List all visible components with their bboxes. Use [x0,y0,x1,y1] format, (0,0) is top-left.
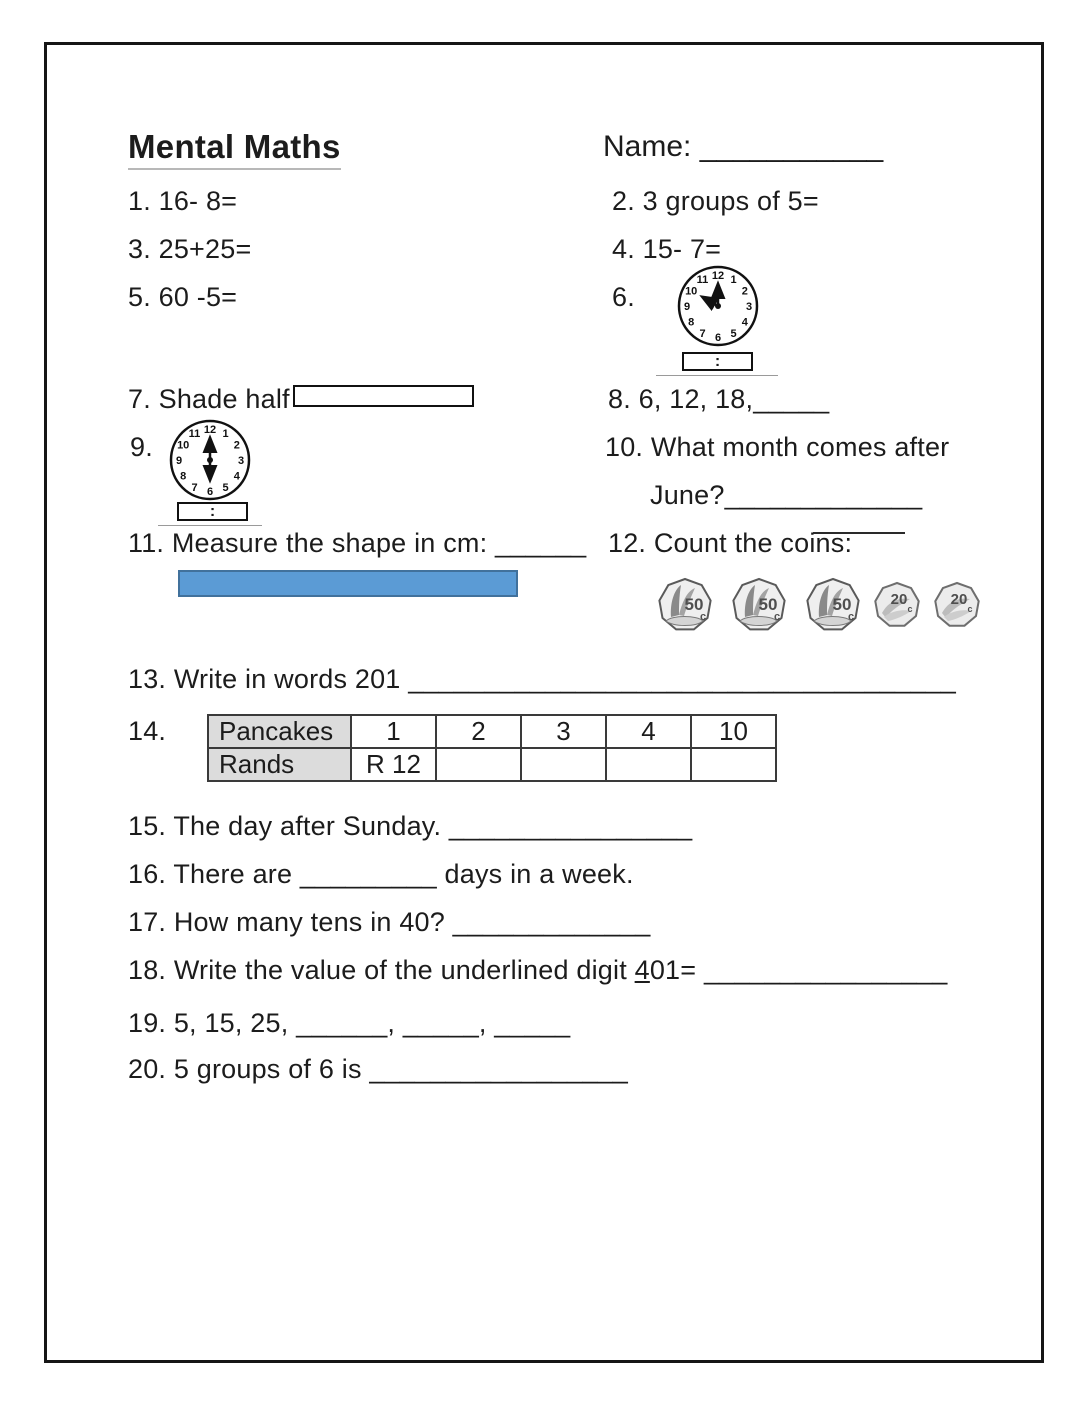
coin-50c-icon [805,577,861,633]
svg-text:50: 50 [758,595,778,614]
svg-text:7: 7 [699,327,706,340]
question-2: 2. 3 groups of 5= [612,186,819,216]
svg-text:2: 2 [741,285,748,298]
question-15: 15. The day after Sunday. ________________ [128,811,693,841]
svg-text:c: c [907,604,913,614]
page-title: Mental Maths [128,128,341,170]
svg-text:4: 4 [233,470,240,483]
svg-text:9: 9 [175,455,183,467]
question-7: 7. Shade half [128,384,290,414]
coin-20c-icon [873,581,921,629]
question-18-pre: 18. Write the value of the underlined digit [128,955,635,985]
question-4: 4. 15- 7= [612,234,722,264]
question-18 [128,955,947,986]
table-cell-empty[interactable] [606,748,691,781]
question-10-line2: June?_____________ [650,480,923,510]
table-cell: 4 [606,715,691,748]
table-cell-empty[interactable] [521,748,606,781]
table-cell-empty[interactable] [436,748,521,781]
svg-text:5: 5 [222,481,229,494]
table-cell: 2 [436,715,521,748]
question-8: 8. 6, 12, 18,_____ [608,384,830,414]
coin-50c-icon [657,577,713,633]
question-13: 13. Write in words 201 ____________________________________ [128,664,957,694]
svg-text:11: 11 [696,274,709,287]
svg-text:20: 20 [950,591,968,608]
svg-text:1: 1 [222,428,229,441]
svg-text:1: 1 [730,274,737,287]
question-6-label: 6. [612,282,635,312]
table-cell: 10 [691,715,776,748]
svg-text:c: c [967,604,973,614]
question-18-post: 01= [649,955,704,985]
table-row [208,715,776,748]
question-9-label: 9. [130,432,153,462]
question-3: 3. 25+25= [128,234,252,264]
question-5: 5. 60 -5= [128,282,238,312]
svg-text:10: 10 [177,439,190,452]
coin-50c-icon [731,577,787,633]
question-14-label: 14. [128,716,167,746]
table-cell: 1 [351,715,436,748]
shade-half-rect[interactable] [293,385,474,407]
clock-q9-icon [168,418,252,502]
clock-q6-time-box[interactable]: : [682,352,753,371]
svg-text:7: 7 [191,481,198,494]
name-blank-line[interactable]: ___________ [699,130,884,163]
name-label: Name: [603,130,692,163]
table-cell: 3 [521,715,606,748]
clock-q6-underline [656,375,778,376]
question-1: 1. 16- 8= [128,186,238,216]
svg-text:8: 8 [688,316,695,329]
clock-q9-time-box[interactable]: : [177,502,248,521]
svg-text:3: 3 [237,455,245,467]
svg-text:5: 5 [730,327,737,340]
svg-text:c: c [847,611,855,623]
table-header-rands: Rands [208,748,351,781]
question-19: 19. 5, 15, 25, ______, _____, _____ [128,1008,571,1038]
coin-20c-icon [933,581,981,629]
svg-text:3: 3 [745,301,753,313]
coins-answer-line[interactable] [813,510,905,534]
table-row [208,748,776,781]
question-16: 16. There are _________ days in a week. [128,859,634,889]
svg-text:6: 6 [714,332,722,344]
question-12: 12. Count the coins: [608,528,853,558]
svg-text:4: 4 [741,316,748,329]
table-cell: R 12 [351,748,436,781]
svg-text:20: 20 [890,591,908,608]
table-header-pancakes: Pancakes [208,715,351,748]
underlined-digit: 4 [634,955,650,985]
svg-text:9: 9 [683,301,691,313]
svg-text:12: 12 [711,270,725,282]
question-18-blank[interactable]: ________________ [703,955,948,985]
svg-text:c: c [699,611,707,623]
svg-text:12: 12 [203,424,217,436]
svg-text:2: 2 [233,439,240,452]
svg-text:6: 6 [206,486,214,498]
svg-text:8: 8 [180,470,187,483]
question-17: 17. How many tens in 40? _____________ [128,907,651,937]
svg-text:50: 50 [684,595,704,614]
question-20: 20. 5 groups of 6 is _________________ [128,1054,629,1084]
svg-text:c: c [773,611,781,623]
svg-text:10: 10 [685,285,698,298]
svg-text:11: 11 [188,428,201,441]
question-10-line1: 10. What month comes after [605,432,950,462]
name-row [603,130,883,164]
measure-shape [178,570,518,597]
clock-q6-icon [676,264,760,348]
question-11: 11. Measure the shape in cm: ______ [128,528,587,558]
clock-q9-underline [158,525,262,526]
table-cell-empty[interactable] [691,748,776,781]
svg-text:50: 50 [832,595,852,614]
pancakes-table [207,714,777,782]
